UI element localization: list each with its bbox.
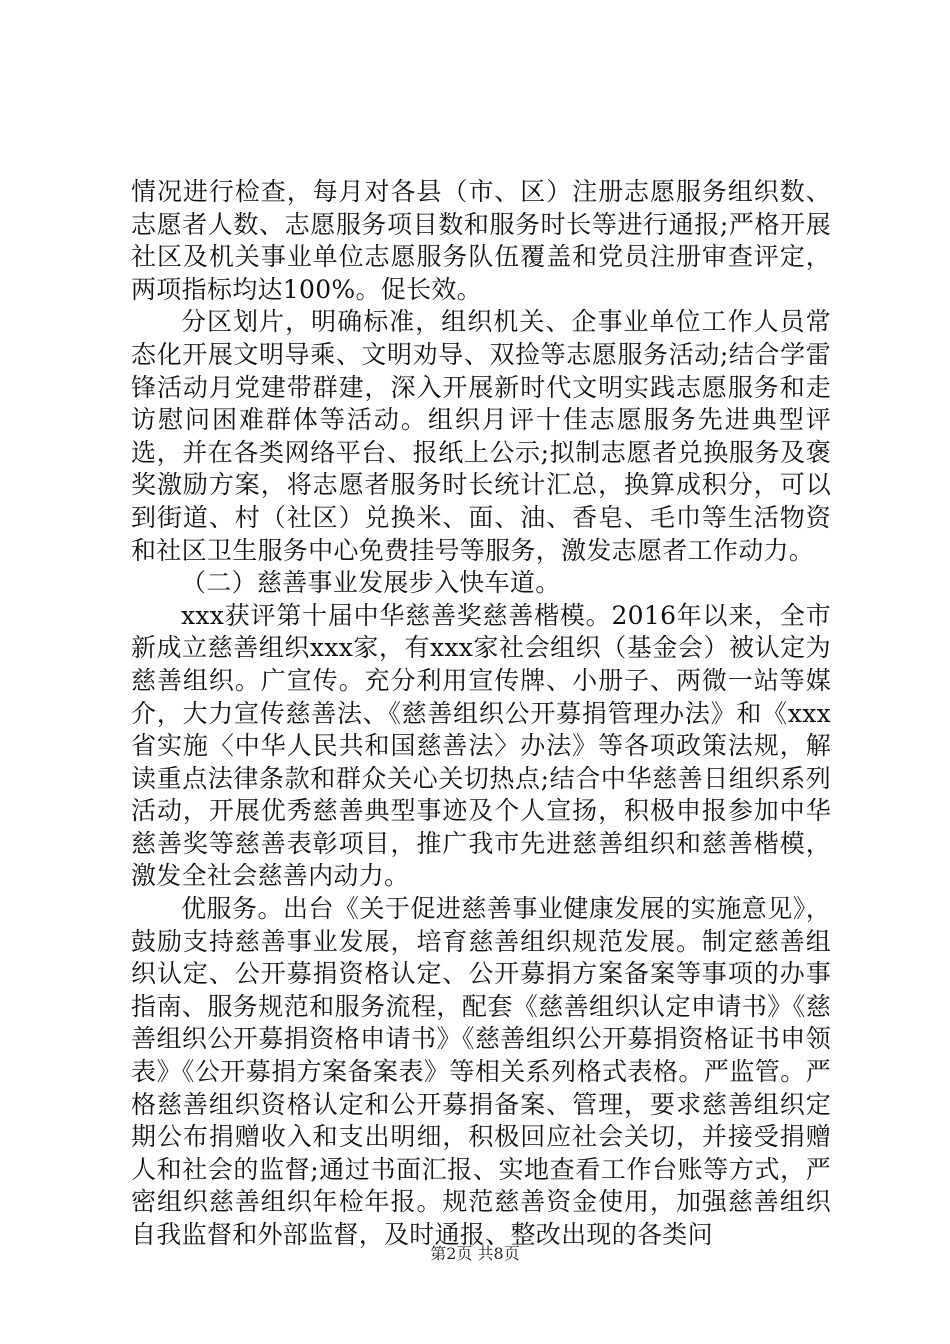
document-body (131, 176, 831, 1252)
page-footer: 第2页 共8页 (430, 1244, 520, 1263)
paragraph-1: 情况进行检查，每月对各县（市、区）注册志愿服务组织数、志愿者人数、志愿服务项目数和服务时长等进行通报;严格开展社区及机关事业单位志愿服务队伍覆盖和党员注册审查评定，两项指标均达100%。促长效。 (131, 177, 831, 304)
paragraph-3: xxx获评第十届中华慈善奖慈善楷模。2016年以来，全市新成立慈善组织xxx家，有xxx家社会组织（基金会）被认定为慈善组织。广宣传。充分利用宣传牌、小册子、两微一站等媒介，大力宣传慈善法、《慈善组织公开募捐管理办法》和《xxx省实施〈中华人民共和国慈善法〉办法》等各项政策法规，解读重点法律条款和群众关心关切热点;结合中华慈善日组织系列活动，开展优秀慈善典型事迹及个人宣扬，积极申报参加中华慈善奖等慈善表彰项目，推广我市先进慈善组织和慈善楷模，激发全社会慈善内动力。 (131, 600, 831, 891)
paragraph-4: 优服务。出台《关于促进慈善事业健康发展的实施意见》，鼓励支持慈善事业发展，培育慈善组织规范发展。制定慈善组织认定、公开募捐资格认定、公开募捐方案备案等事项的办事指南、服务规范和服务流程，配套《慈善组织认定申请书》《慈善组织公开募捐资格申请书》《慈善组织公开募捐资格证书申领表》《公开募捐方案备案表》等相关系列格式表格。严监管。严格慈善组织资格认定和公开募捐备案、管理，要求慈善组织定期公布捐赠收入和支出明细，积极回应社会关切，并接受捐赠人和社会的监督;通过书面汇报、实地查看工作台账等方式，严密组织慈善组织年检年报。规范慈善资金使用，加强慈善组织自我监督和外部监督，及时通报、整改出现的各类问 (131, 894, 831, 1249)
section-heading: （二）慈善事业发展步入快车道。 (181, 568, 561, 598)
paragraph-2: 分区划片，明确标准，组织机关、企事业单位工作人员常态化开展文明导乘、文明劝导、双捡等志愿服务活动;结合学雷锋活动月党建带群建，深入开展新时代文明实践志愿服务和走访慰问困难群体等活动。组织月评十佳志愿服务先进典型评选，并在各类网络平台、报纸上公示;拟制志愿者兑换服务及褒奖激励方案，将志愿者服务时长统计汇总，换算成积分，可以到街道、村（社区）兑换米、面、油、香皂、毛巾等生活物资和社区卫生服务中心免费挂号等服务，激发志愿者工作动力。 (131, 307, 831, 565)
